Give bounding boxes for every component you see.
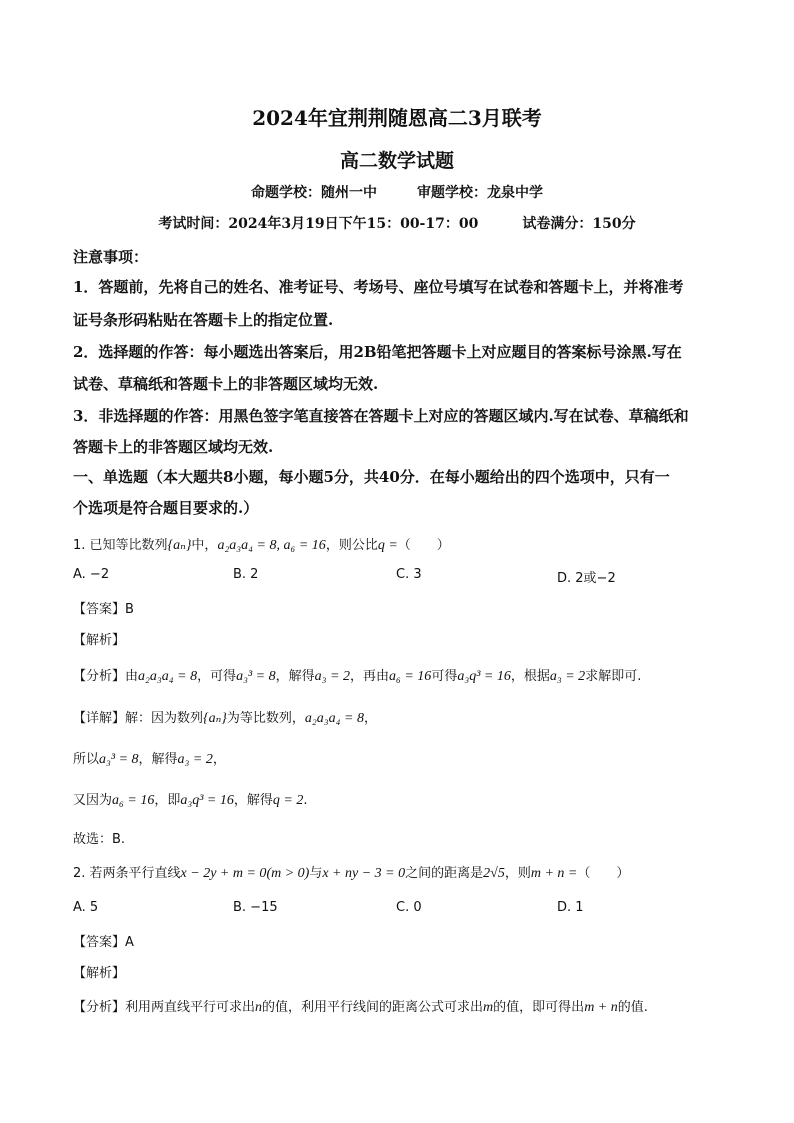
- q1-step-3: [73, 789, 307, 809]
- q2-option-d: D. 1: [557, 900, 584, 915]
- q1-option-c: C. 3: [396, 567, 422, 582]
- q1-detail-tag: 【详解】: [73, 711, 126, 726]
- make-school: 命题学校：随州一中: [251, 185, 377, 201]
- q1-variable: q =: [377, 538, 398, 553]
- q2-distance: 2√5: [483, 866, 505, 881]
- q2-analysis-label: 【解析】: [73, 966, 126, 981]
- q1-fenxi-text-3: ，解得: [275, 669, 315, 684]
- q1-step2-text-2: ，解得: [138, 752, 178, 767]
- q1-paren: （ ）: [397, 538, 450, 553]
- notes-line-3: 2．选择题的作答：每小题选出答案后，用2B铅笔把答题卡上对应题目的答案标号涂黑.写在: [73, 343, 682, 361]
- q1-sequence: {aₙ}: [167, 538, 192, 553]
- q2-fenxi-math-1: n: [255, 1000, 263, 1015]
- q2-text-3: 之间的距离是: [405, 866, 484, 881]
- q2-paren: （ ）: [577, 866, 630, 881]
- q1-prefix: 1. 已知等比数列: [73, 538, 168, 553]
- q1-ask: ，则公比: [325, 538, 378, 553]
- q1-option-d: D. 2或−2: [557, 571, 616, 586]
- q1-fenxi-tag: 【分析】: [73, 669, 126, 684]
- exam-subtitle: 高二数学试题: [339, 150, 454, 172]
- q2-fenxi-tag: 【分析】: [73, 1000, 126, 1015]
- exam-info: [0, 213, 794, 233]
- q1-fenxi-text-4: ，再由: [349, 669, 389, 684]
- q2-stem: [73, 862, 629, 882]
- q1-step2-math-1: a₃³ = 8: [99, 752, 139, 767]
- q1-condition: a₂a₃a₄ = 8, a₆ = 16: [217, 538, 326, 553]
- q2-text-2: 与: [309, 866, 323, 881]
- q1-detail-math-2: a₂a₃a₄ = 8: [304, 711, 364, 726]
- q1-fenxi-math-4: a₆ = 16: [388, 669, 432, 684]
- q2-line-2: x + ny − 3 = 0: [322, 866, 406, 881]
- q2-fenxi-text-3: 的值，即可得出: [493, 1000, 585, 1015]
- q1-step2-math-2: a₃ = 2: [177, 752, 213, 767]
- q1-fenxi-text-1: 由: [125, 669, 139, 684]
- q2-ask: m + n =: [530, 866, 578, 881]
- q2-option-a: A. 5: [73, 900, 99, 915]
- q1-step3-text-3: ，解得: [233, 793, 273, 808]
- exam-time: 考试时间：2024年3月19日下午15：00-17：00: [158, 216, 479, 232]
- q1-fenxi-math-1: a₂a₃a₄ = 8: [138, 669, 198, 684]
- q1-step3-text-1: 又因为: [73, 793, 113, 808]
- q1-stem: [73, 534, 450, 554]
- q2-option-c: C. 0: [396, 900, 422, 915]
- q1-detail-text-3: ，: [363, 711, 377, 726]
- q1-choose: 故选：B.: [73, 832, 126, 847]
- q1-option-a: A. −2: [73, 567, 110, 582]
- q1-fenxi-text-5: 可得: [431, 669, 458, 684]
- q1-fenxi-math-2: a₃³ = 8: [236, 669, 276, 684]
- q1-fenxi: [73, 665, 641, 685]
- q1-answer: 【答案】B: [73, 602, 134, 617]
- q2-fenxi-math-3: m + n: [584, 1000, 618, 1015]
- exam-title: 2024年宜荆荆随恩高二3月联考: [252, 106, 542, 130]
- q1-mid: 中，: [191, 538, 218, 553]
- section-heading-line-1: 一、单选题（本大题共8小题，每小题5分，共40分．在每小题给出的四个选项中，只有一: [73, 468, 670, 486]
- q1-step3-text-2: ，即: [154, 793, 181, 808]
- q1-fenxi-math-5: a₃q³ = 16: [457, 669, 511, 684]
- q2-line-1: x − 2y + m = 0: [180, 866, 267, 881]
- q1-option-b: B. 2: [233, 567, 259, 582]
- q1-fenxi-text-7: 求解即可.: [585, 669, 642, 684]
- notes-line-6: 答题卡上的非答题区域均无效.: [73, 438, 274, 456]
- q1-fenxi-math-6: a₃ = 2: [549, 669, 586, 684]
- q1-step-2: [73, 748, 226, 768]
- section-heading-line-2: 个选项是符合题目要求的.）: [73, 499, 259, 517]
- q2-fenxi-text-1: 利用两直线平行可求出: [125, 1000, 256, 1015]
- q1-step3-text-4: .: [303, 793, 308, 808]
- q1-step3-math-3: q = 2: [272, 793, 304, 808]
- notes-line-2: 证号条形码粘贴在答题卡上的指定位置.: [73, 311, 334, 329]
- q1-step2-text-1: 所以: [73, 752, 100, 767]
- q1-fenxi-text-2: ，可得: [197, 669, 237, 684]
- q1-fenxi-text-6: ，根据: [510, 669, 550, 684]
- q1-detail-text-2: 为等比数列，: [226, 711, 305, 726]
- notes-title: 注意事项：: [73, 248, 149, 266]
- q2-option-b: B. −15: [233, 900, 278, 915]
- review-school: 审题学校：龙泉中学: [417, 185, 543, 201]
- notes-line-5: 3．非选择题的作答：用黑色签字笔直接答在答题卡上对应的答题区域内.写在试卷、草稿纸和: [73, 407, 689, 425]
- school-info: [0, 182, 794, 202]
- full-score: 试卷满分：150分: [522, 216, 636, 232]
- notes-line-4: 试卷、草稿纸和答题卡上的非答题区域均无效.: [73, 375, 379, 393]
- q1-detail: [73, 707, 377, 727]
- q2-fenxi-math-2: m: [483, 1000, 494, 1015]
- q2-condition: (m > 0): [266, 866, 310, 881]
- q1-fenxi-math-3: a₃ = 2: [314, 669, 350, 684]
- q2-fenxi: [73, 996, 648, 1016]
- q2-text-4: ，则: [504, 866, 531, 881]
- q1-step3-math-1: a₆ = 16: [112, 793, 155, 808]
- q2-prefix: 2. 若两条平行直线: [73, 866, 181, 881]
- q1-step3-math-2: a₃q³ = 16: [180, 793, 234, 808]
- q1-detail-text-1: 解：因为数列: [125, 711, 204, 726]
- q1-step2-text-3: ，: [212, 752, 226, 767]
- notes-line-1: 1．答题前，先将自己的姓名、准考证号、考场号、座位号填写在试卷和答题卡上，并将准考: [73, 278, 684, 296]
- q2-fenxi-text-4: 的值.: [617, 1000, 648, 1015]
- q2-answer: 【答案】A: [73, 935, 134, 950]
- q2-fenxi-text-2: 的值，利用平行线间的距离公式可求出: [262, 1000, 484, 1015]
- q1-analysis-label: 【解析】: [73, 633, 126, 648]
- q1-detail-math-1: {aₙ}: [203, 711, 227, 726]
